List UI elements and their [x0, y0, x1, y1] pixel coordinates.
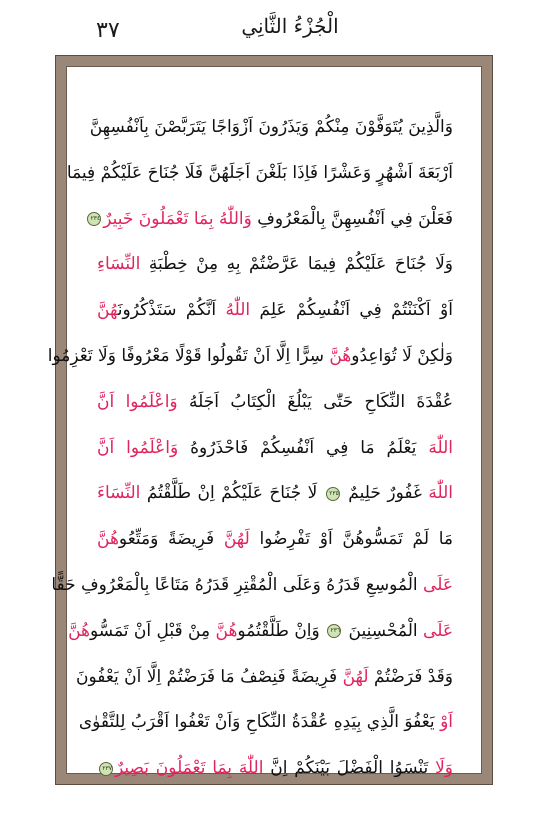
text-line	[89, 105, 453, 151]
verse-text: وَالَّذِينَ يُتَوَفَّوْنَ مِنْكُمْ وَيَذَرُونَ اَزْوَاجًا يَتَرَبَّصْنَ بِاَنْفُسِهِنَّ	[89, 117, 453, 137]
verse-text: الْمُوسِعِ قَدَرُهُ وَعَلَى الْمُقْتِرِ قَدَرُهُ مَتَاعًا بِالْمَعْرُوفِ حَقًّا	[51, 574, 424, 595]
highlighted-word: وَلَا	[435, 758, 453, 779]
highlighted-word: وَاعْلَمُوا اَنَّ	[97, 437, 179, 458]
text-line	[75, 655, 453, 701]
text-line	[90, 197, 453, 243]
verse-text: فَرِيضَةً وَمَتِّعُو	[118, 529, 224, 550]
highlighted-word: النِّسَاءِ	[97, 254, 141, 275]
highlighted-word: هُنَّ	[68, 620, 90, 641]
verse-text: اَوْ اَكْنَنْتُمْ فِي اَنْفُسِكُمْ عَلِمَ	[250, 300, 453, 321]
verse-text: وَقَدْ فَرَضْتُمْ	[368, 666, 453, 687]
highlighted-word: وَاعْلَمُوا اَنَّ	[97, 391, 178, 412]
ayah-number-marker: ٢٣٤	[87, 212, 101, 226]
ayah-number-marker: ٢٣٥	[326, 487, 340, 501]
ayah-number-marker: ٢٣٧	[99, 762, 113, 776]
highlighted-word: اللّٰهَ	[428, 437, 453, 458]
page-frame	[47, 55, 493, 785]
highlighted-word: لَهُنَّ	[342, 666, 369, 687]
highlighted-word: اَوْ	[440, 712, 453, 733]
highlighted-word: النِّسَاءَ	[97, 483, 141, 504]
verse-text: لَا جُنَاحَ عَلَيْكُمْ اِنْ طَلَّقْتُمُ	[140, 483, 324, 504]
verse-text: مِنْ قَبْلِ اَنْ تَمَسُّو	[90, 620, 216, 641]
text-line	[97, 426, 453, 472]
text-line	[97, 517, 453, 563]
highlighted-word: اللّٰهَ بِمَا تَعْمَلُونَ بَصِيرٌ	[115, 758, 264, 779]
quran-text	[47, 105, 454, 792]
verse-text: فَعَلْنَ فِي اَنْفُسِهِنَّ بِالْمَعْرُوفِ	[251, 208, 453, 229]
ayah-number-marker: ٢٣٦	[327, 624, 341, 638]
highlighted-word: وَاللّٰهُ بِمَا تَعْمَلُونَ خَبِيرٌ	[103, 208, 252, 229]
text-line	[97, 471, 453, 517]
text-line	[78, 700, 453, 746]
highlighted-word: عَلَى	[423, 574, 453, 595]
verse-text: فَرِيضَةً فَنِصْفُ مَا فَرَضْتُمْ اِلَّا اَنْ يَعْفُونَ	[75, 666, 343, 687]
verse-text: وَلٰكِنْ لَا تُوَاعِدُو	[351, 345, 453, 366]
verse-text: عُقْدَةَ النِّكَاحِ حَتّٰى يَبْلُغَ الْكِتَابُ اَجَلَهُ	[177, 391, 454, 412]
verse-text: غَفُورٌ حَلِيمٌ	[341, 483, 429, 504]
highlighted-word: هُنَّ	[329, 345, 352, 366]
highlighted-word: عَلَى	[423, 620, 453, 641]
highlighted-word: هُنَّ	[215, 620, 238, 641]
highlighted-word: اللّٰهُ	[225, 300, 251, 321]
highlighted-word: هُنَّ	[97, 300, 118, 321]
verse-text: سِرًّا اِلَّا اَنْ تَقُولُوا قَوْلًا مَعْرُوفًا وَلَا تَعْزِمُوا	[47, 345, 330, 366]
text-line	[97, 288, 453, 334]
verse-text: مَا لَمْ تَمَسُّوهُنَّ اَوْ تَفْرِضُوا	[249, 529, 453, 550]
text-line	[66, 151, 453, 197]
highlighted-word: لَهُنَّ	[223, 529, 250, 550]
verse-text: اَرْبَعَةَ اَشْهُرٍ وَعَشْرًا فَاِذَا بَلَغْنَ اَجَلَهُنَّ فَلَا جُنَاحَ عَلَيْكُمْ فِيمَا	[66, 162, 453, 183]
verse-text: يَعْلَمُ مَا فِي اَنْفُسِكُمْ فَاحْذَرُوهُ	[178, 437, 429, 458]
highlighted-word: هُنَّ	[97, 529, 119, 550]
text-panel	[47, 66, 482, 779]
page-header	[0, 0, 550, 50]
verse-text: تَنْسَوُا الْفَضْلَ بَيْنَكُمْ اِنَّ	[263, 758, 436, 779]
text-line	[68, 609, 453, 655]
text-line	[97, 380, 453, 426]
page-number: ٣٧	[96, 18, 120, 43]
text-line	[47, 334, 453, 380]
text-line	[97, 746, 453, 792]
verse-text: وَلَا جُنَاحَ عَلَيْكُمْ فِيمَا عَرَّضْتُمْ بِهِ مِنْ خِطْبَةِ	[140, 254, 453, 275]
verse-text: الْمُحْسِنِينَ	[343, 620, 424, 641]
verse-text: وَاِنْ طَلَّقْتُمُو	[237, 620, 326, 641]
text-line	[51, 563, 453, 609]
text-line	[97, 242, 453, 288]
verse-text: اَنَّكُمْ سَتَذْكُرُونَ	[117, 300, 226, 321]
verse-text: يَعْفُوَ الَّذِي بِيَدِهِ عُقْدَةُ النِّكَاحِ وَاَنْ تَعْفُوا اَقْرَبُ لِلتَّقْوٰى	[78, 712, 441, 733]
juz-title: الْجُزْءُ الثَّانِي	[241, 14, 339, 38]
highlighted-word: اللّٰهَ	[428, 483, 453, 504]
